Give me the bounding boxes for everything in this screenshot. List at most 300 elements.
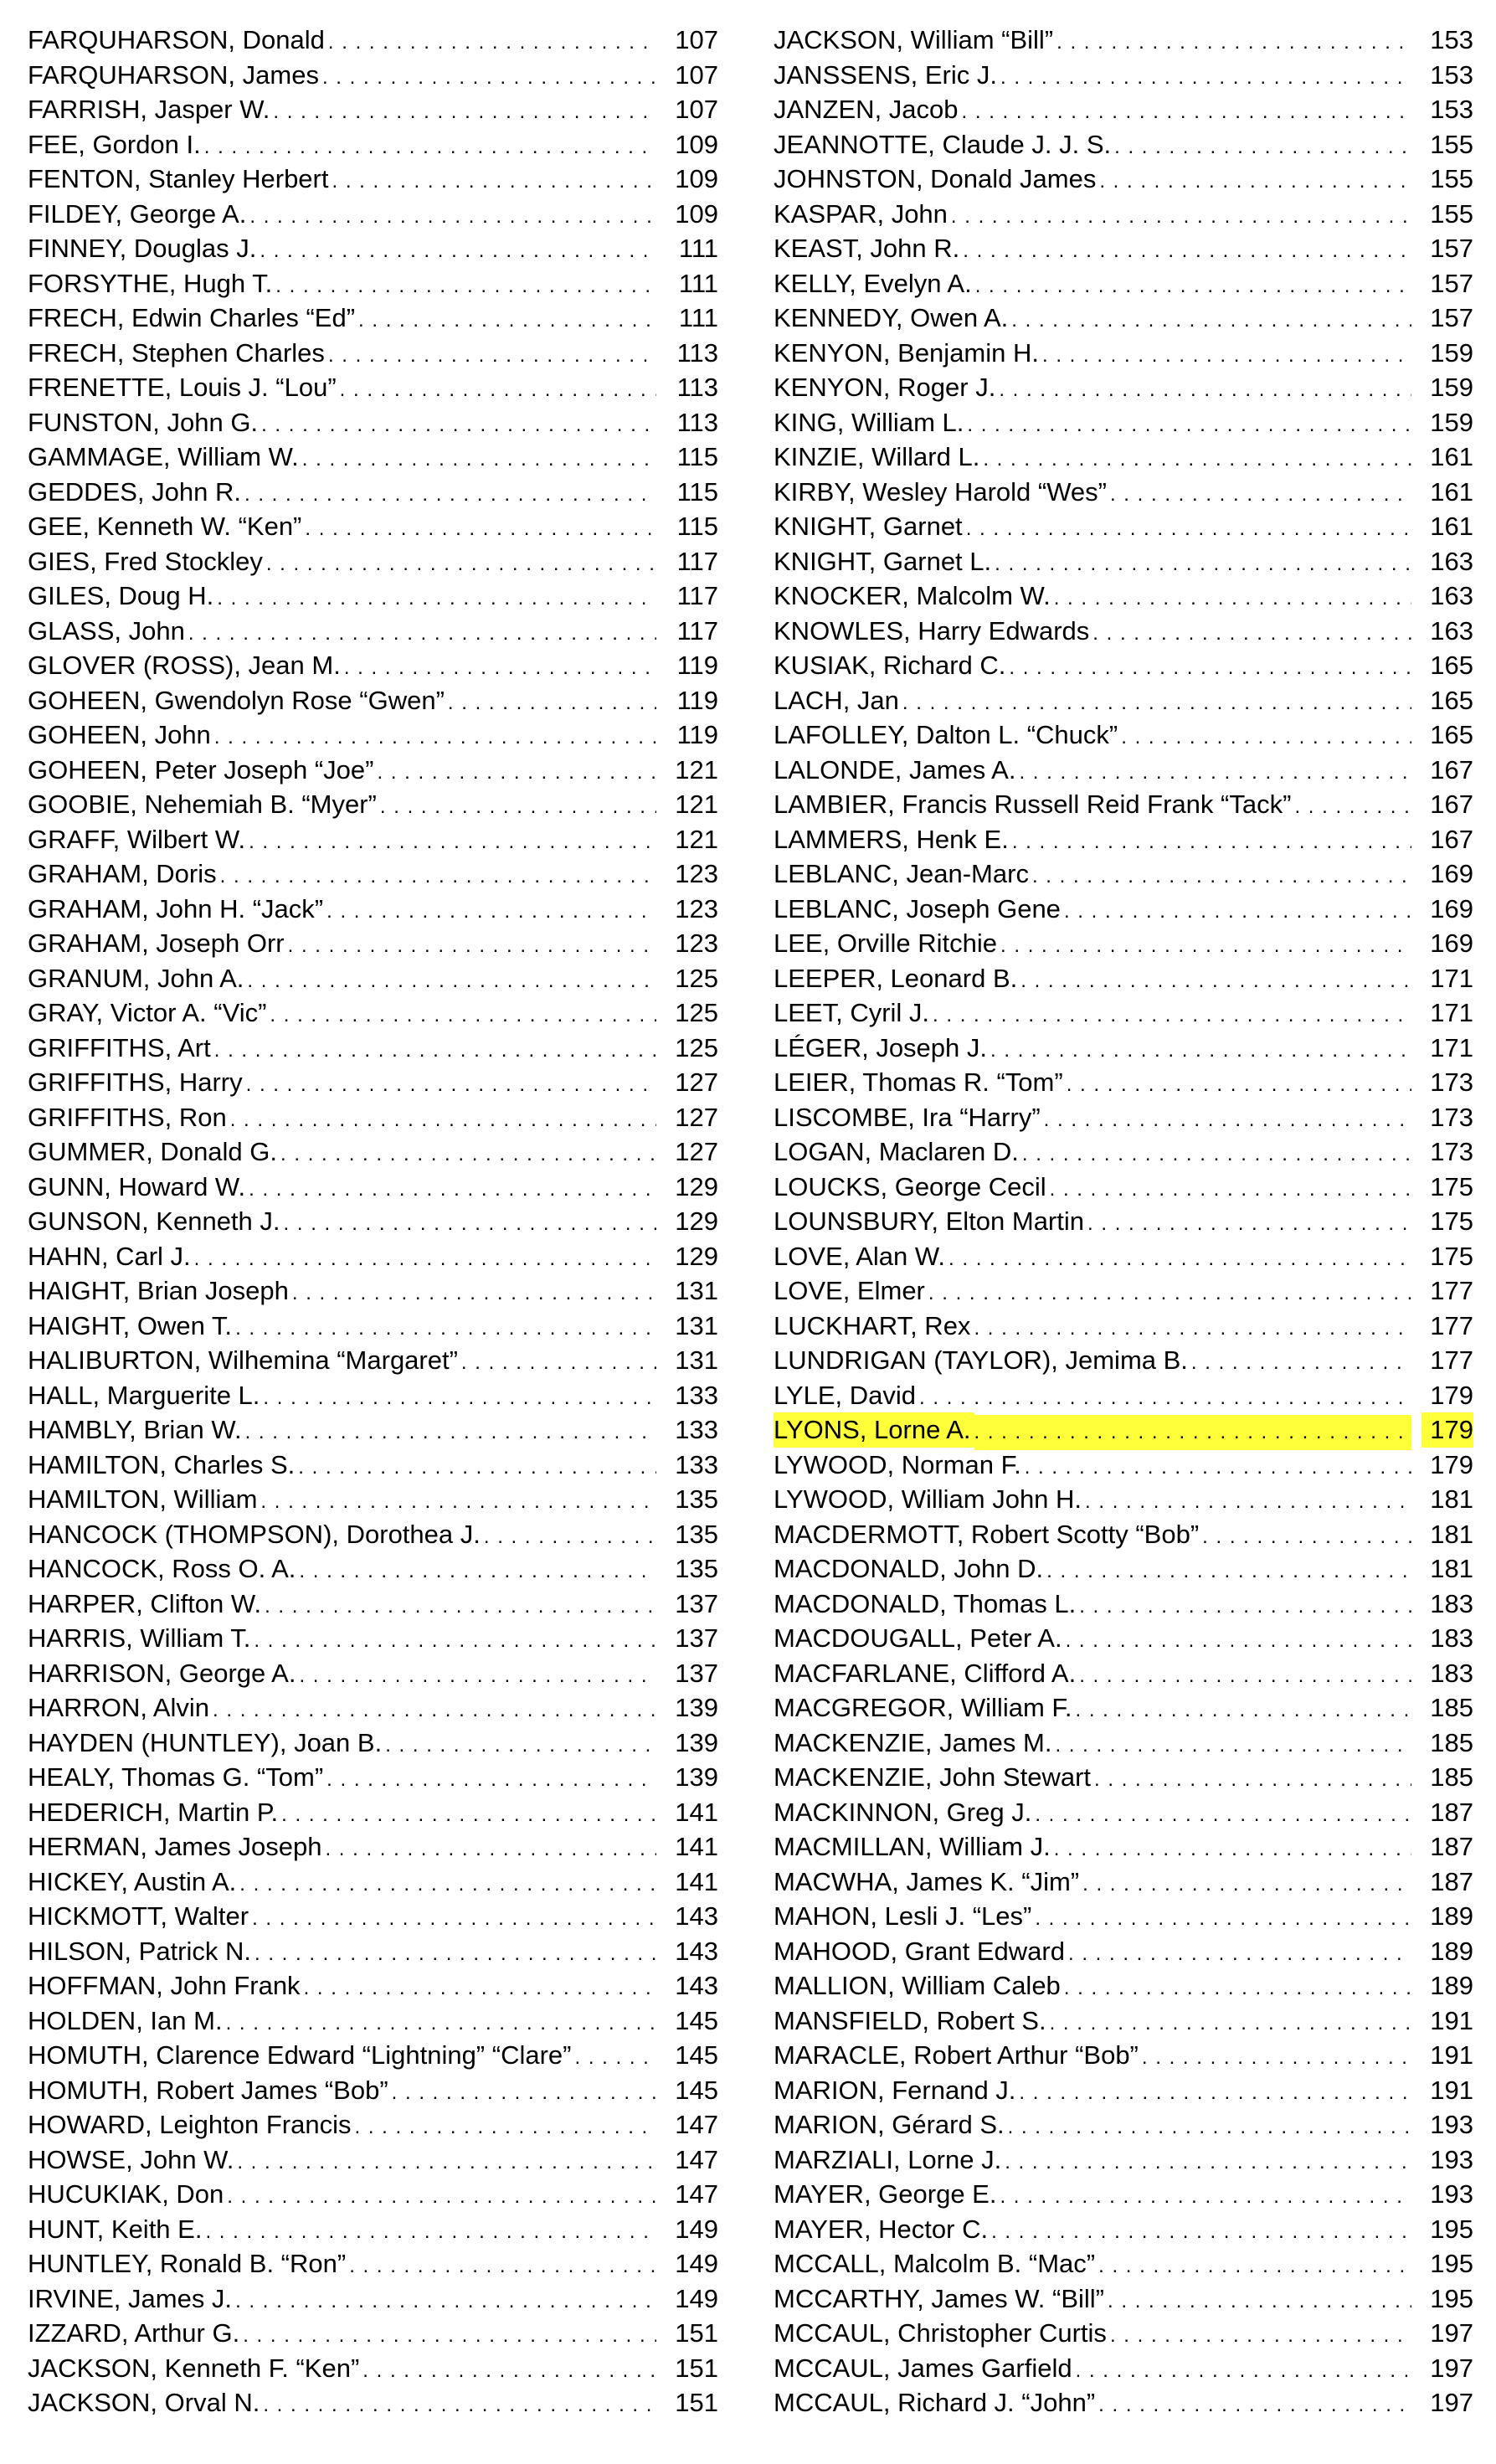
entry-name: GRAHAM, John H. “Jack” — [28, 893, 324, 923]
dot-leader — [1000, 929, 1411, 964]
index-entry — [28, 1412, 718, 1448]
leader-gap — [1411, 1899, 1421, 1934]
leader-gap — [1411, 1309, 1421, 1344]
dot-leader — [1019, 2076, 1411, 2111]
dot-leader — [266, 547, 656, 582]
entry-page-number: 137 — [675, 1588, 718, 1618]
dot-leader — [975, 269, 1411, 304]
index-entry — [28, 440, 718, 475]
index-entry — [774, 2316, 1473, 2351]
index-entry — [28, 1378, 718, 1413]
entry-name: FINNEY, Douglas J. — [28, 234, 257, 263]
leader-gap — [656, 2212, 666, 2247]
entry-name: GUNN, Howard W. — [28, 1171, 246, 1201]
entry-page-number: 165 — [1430, 651, 1473, 680]
dot-leader — [1098, 2388, 1411, 2423]
leader-gap — [656, 2004, 666, 2039]
dot-leader — [1087, 1206, 1411, 1242]
index-entry — [774, 648, 1473, 683]
entry-page-number: 117 — [676, 581, 718, 610]
dot-leader — [484, 1520, 656, 1555]
leader-gap — [656, 2246, 666, 2281]
dot-leader — [951, 199, 1411, 234]
dot-leader — [933, 998, 1411, 1033]
entry-name: KASPAR, John — [774, 198, 948, 229]
dot-leader — [288, 929, 656, 964]
entry-name: MCCAUL, Richard J. “John” — [774, 2388, 1096, 2417]
dot-leader — [448, 686, 656, 721]
leader-gap — [1411, 544, 1421, 579]
index-entry — [774, 2177, 1473, 2212]
entry-name: KIRBY, Wesley Harold “Wes” — [774, 476, 1107, 507]
entry-page-number: 177 — [1430, 1276, 1473, 1305]
dot-leader — [966, 512, 1411, 547]
index-entry — [28, 2177, 718, 2212]
index-entry — [28, 405, 718, 440]
entry-page-number: 157 — [1430, 268, 1473, 298]
entry-page-number: 167 — [1430, 790, 1473, 819]
leader-gap — [656, 336, 666, 371]
leader-gap — [656, 2107, 666, 2142]
index-entry — [774, 926, 1473, 961]
index-entry — [774, 1448, 1473, 1483]
index-entry — [28, 1170, 718, 1205]
entry-page-number: 109 — [675, 198, 718, 229]
dot-leader — [1009, 651, 1411, 686]
entry-name: GRIFFITHS, Art — [28, 1032, 211, 1062]
entry-name: HARRON, Alvin — [28, 1693, 210, 1722]
dot-leader — [1202, 1520, 1411, 1555]
entry-name: LAFOLLEY, Dalton L. “Chuck” — [774, 720, 1118, 749]
entry-page-number: 187 — [1430, 1832, 1473, 1861]
index-entry — [774, 509, 1473, 544]
index-entry — [774, 23, 1473, 58]
index-entry — [28, 753, 718, 788]
leader-gap — [656, 1134, 666, 1170]
leader-gap — [656, 2316, 666, 2351]
leader-gap — [1411, 1829, 1421, 1865]
entry-name: LOVE, Alan W. — [774, 1241, 946, 1271]
entry-page-number: 119 — [676, 720, 718, 749]
entry-name: MACFARLANE, Clifford A. — [774, 1658, 1077, 1688]
dot-leader — [1067, 1067, 1411, 1103]
index-entry — [774, 1621, 1473, 1656]
entry-page-number: 183 — [1430, 1623, 1473, 1653]
dot-leader — [1032, 859, 1411, 894]
dot-leader — [1294, 790, 1411, 825]
entry-page-number: 111 — [678, 234, 718, 263]
index-entry — [28, 1760, 718, 1795]
leader-gap — [1411, 509, 1421, 544]
leader-gap — [1411, 231, 1421, 266]
dot-leader — [1068, 1937, 1411, 1972]
entry-page-number: 177 — [1430, 1310, 1473, 1340]
leader-gap — [1411, 2142, 1421, 2178]
index-entry — [774, 683, 1473, 718]
entry-name: FARRISH, Jasper W. — [28, 95, 270, 124]
entry-name: LYLE, David — [774, 1380, 917, 1410]
leader-gap — [1411, 1412, 1421, 1448]
leader-gap — [1411, 405, 1421, 440]
index-entry — [28, 1065, 718, 1100]
index-entry — [28, 1656, 718, 1691]
index-entry — [774, 1100, 1473, 1135]
leader-gap — [656, 2142, 666, 2178]
index-entry — [28, 92, 718, 127]
dot-leader — [247, 964, 656, 999]
entry-page-number: 169 — [1430, 859, 1473, 888]
index-entry — [774, 1065, 1473, 1100]
entry-page-number: 141 — [675, 1832, 718, 1861]
entry-page-number: 133 — [675, 1415, 718, 1444]
index-entry — [28, 2385, 718, 2420]
entry-page-number: 147 — [675, 2144, 718, 2174]
dot-leader — [1114, 130, 1411, 165]
index-entry — [774, 1031, 1473, 1066]
dot-leader — [226, 2006, 656, 2041]
dot-leader — [461, 1345, 656, 1381]
dot-leader — [220, 859, 656, 894]
dot-leader — [249, 825, 656, 860]
entry-name: MARION, Fernand J. — [774, 2075, 1016, 2105]
leader-gap — [656, 1587, 666, 1622]
entry-page-number: 129 — [675, 1241, 718, 1271]
index-entry — [774, 2073, 1473, 2108]
entry-name: HOMUTH, Robert James “Bob” — [28, 2075, 388, 2105]
index-left-column — [28, 23, 718, 2420]
entry-page-number: 197 — [1430, 2353, 1473, 2383]
entry-page-number: 123 — [675, 929, 718, 958]
entry-page-number: 165 — [1430, 685, 1473, 715]
entry-page-number: 131 — [675, 1345, 718, 1375]
entry-page-number: 111 — [678, 303, 718, 332]
entry-name: FARQUHARSON, Donald — [28, 25, 325, 54]
leader-gap — [1411, 58, 1421, 93]
dot-leader — [948, 1242, 1411, 1277]
dot-leader — [213, 1693, 656, 1728]
leader-gap — [1411, 1273, 1421, 1309]
entry-page-number: 127 — [675, 1137, 718, 1166]
entry-name: LYWOOD, William John H. — [774, 1484, 1082, 1514]
entry-name: HAIGHT, Brian Joseph — [28, 1276, 289, 1305]
index-entry — [28, 1134, 718, 1170]
index-entry — [28, 718, 718, 753]
entry-page-number: 179 — [1430, 1449, 1473, 1479]
entry-name: MACDERMOTT, Robert Scotty “Bob” — [774, 1519, 1200, 1549]
leader-gap — [656, 1273, 666, 1309]
entry-page-number: 131 — [675, 1310, 718, 1340]
leader-gap — [1411, 440, 1421, 475]
entry-page-number: 189 — [1430, 1936, 1473, 1966]
index-entry — [774, 995, 1473, 1031]
leader-gap — [1411, 370, 1421, 405]
entry-page-number: 135 — [675, 1554, 718, 1583]
leader-gap — [1411, 475, 1421, 510]
index-entry — [774, 753, 1473, 788]
entry-name: MARION, Gérard S. — [774, 2110, 1005, 2139]
dot-leader — [298, 1450, 656, 1485]
index-entry — [28, 648, 718, 683]
entry-name: GRAHAM, Doris — [28, 859, 217, 888]
index-entry — [774, 579, 1473, 614]
entry-name: MAYER, George E. — [774, 2179, 997, 2209]
index-entry — [774, 1795, 1473, 1830]
index-entry — [774, 336, 1473, 371]
entry-name: LYONS, Lorne A. — [774, 1412, 974, 1448]
dot-leader — [344, 651, 656, 686]
dot-leader — [1079, 1589, 1411, 1624]
index-entry — [28, 301, 718, 336]
leader-gap — [1411, 753, 1421, 788]
entry-name: MACKENZIE, James M. — [774, 1727, 1052, 1757]
entry-page-number: 157 — [1430, 303, 1473, 332]
entry-page-number: 147 — [675, 2110, 718, 2139]
dot-leader — [1092, 616, 1411, 651]
entry-name: MACDONALD, John D. — [774, 1554, 1044, 1583]
leader-gap — [1411, 2316, 1421, 2351]
entry-page-number: 125 — [675, 998, 718, 1027]
index-entry — [774, 301, 1473, 336]
dot-leader — [349, 2249, 656, 2284]
entry-name: MACDOUGALL, Peter A. — [774, 1623, 1062, 1653]
leader-gap — [656, 2351, 666, 2386]
index-entry — [28, 926, 718, 961]
entry-name: HUCUKIAK, Don — [28, 2179, 224, 2209]
index-entry — [28, 1482, 718, 1517]
entry-name: MAHON, Lesli J. “Les” — [774, 1901, 1032, 1931]
leader-gap — [656, 2177, 666, 2212]
entry-name: MACMILLAN, William J. — [774, 1832, 1051, 1861]
leader-gap — [1411, 1934, 1421, 1969]
index-entry — [28, 58, 718, 93]
index-entry — [774, 2351, 1473, 2386]
entry-name: GLOVER (ROSS), Jean M. — [28, 651, 341, 680]
entry-name: MCCARTHY, James W. “Bill” — [774, 2283, 1105, 2313]
index-entry — [28, 787, 718, 822]
index-entry — [28, 475, 718, 510]
dot-leader — [273, 95, 656, 130]
leader-gap — [656, 718, 666, 753]
entry-page-number: 175 — [1430, 1241, 1473, 1271]
entry-name: HUNTLEY, Ronald B. “Ron” — [28, 2249, 347, 2278]
dot-leader — [263, 2388, 656, 2423]
leader-gap — [1411, 2107, 1421, 2142]
dot-leader — [963, 234, 1411, 269]
entry-name: GOOBIE, Nehemiah B. “Myer” — [28, 790, 377, 819]
dot-leader — [332, 164, 656, 199]
entry-page-number: 155 — [1430, 129, 1473, 159]
entry-name: MCCALL, Malcolm B. “Mac” — [774, 2249, 1096, 2278]
entry-page-number: 163 — [1430, 581, 1473, 610]
index-entry — [774, 231, 1473, 266]
index-entry — [774, 405, 1473, 440]
leader-gap — [1411, 1865, 1421, 1900]
index-entry — [774, 1482, 1473, 1517]
dot-leader — [254, 1623, 656, 1659]
dot-leader — [243, 2318, 656, 2353]
entry-page-number: 151 — [675, 2388, 718, 2417]
dot-leader — [328, 25, 656, 60]
entry-name: JANZEN, Jacob — [774, 95, 959, 124]
index-entry — [774, 2281, 1473, 2317]
dot-leader — [362, 2353, 656, 2389]
index-entry — [774, 266, 1473, 301]
entry-name: HAIGHT, Owen T. — [28, 1310, 233, 1340]
dot-leader — [392, 2076, 656, 2111]
leader-gap — [656, 2385, 666, 2420]
index-entry — [28, 2281, 718, 2317]
entry-page-number: 163 — [1430, 546, 1473, 576]
index-entry — [774, 2107, 1473, 2142]
dot-leader — [235, 2284, 656, 2319]
dot-leader — [1108, 2284, 1411, 2319]
entry-page-number: 149 — [675, 2249, 718, 2278]
index-entry — [28, 579, 718, 614]
entry-name: GIES, Fred Stockley — [28, 546, 263, 576]
entry-name: HOLDEN, Ian M. — [28, 2005, 223, 2035]
dot-leader — [322, 60, 656, 95]
leader-gap — [1411, 683, 1421, 718]
entry-page-number: 151 — [675, 2318, 718, 2348]
entry-page-number: 185 — [1430, 1762, 1473, 1792]
dot-leader — [1064, 894, 1411, 929]
leader-gap — [656, 1482, 666, 1517]
leader-gap — [656, 301, 666, 336]
entry-name: KNIGHT, Garnet — [774, 512, 963, 541]
entry-name: MACKINNON, Greg J. — [774, 1797, 1032, 1827]
dot-leader — [967, 408, 1411, 443]
entry-name: LISCOMBE, Ira “Harry” — [774, 1102, 1041, 1132]
leader-gap — [656, 1726, 666, 1761]
entry-page-number: 173 — [1430, 1067, 1473, 1097]
dot-leader — [1082, 1867, 1411, 1902]
entry-page-number: 129 — [675, 1206, 718, 1236]
leader-gap — [656, 370, 666, 405]
entry-name: HALIBURTON, Wilhemina “Margaret” — [28, 1345, 458, 1375]
dot-leader — [244, 477, 656, 512]
index-entry — [774, 2385, 1473, 2420]
index-entry — [28, 336, 718, 371]
entry-page-number: 115 — [676, 512, 718, 541]
dot-leader — [260, 234, 656, 269]
index-entry — [28, 1309, 718, 1344]
dot-leader — [1121, 720, 1411, 755]
entry-name: KENYON, Benjamin H. — [774, 337, 1039, 368]
entry-name: MCCAUL, Christopher Curtis — [774, 2318, 1107, 2348]
leader-gap — [1411, 1621, 1421, 1656]
index-entry — [774, 1551, 1473, 1587]
entry-page-number: 137 — [675, 1658, 718, 1688]
entry-name: FRENETTE, Louis J. “Lou” — [28, 373, 337, 402]
entry-name: GAMMAGE, William W. — [28, 442, 299, 471]
index-entry — [774, 1134, 1473, 1170]
entry-name: GOHEEN, Gwendolyn Rose “Gwen” — [28, 685, 445, 715]
leader-gap — [1411, 2073, 1421, 2108]
dot-leader — [1064, 1971, 1411, 2006]
entry-name: LUCKHART, Rex — [774, 1310, 971, 1340]
entry-name: FUNSTON, John G. — [28, 407, 259, 437]
leader-gap — [1411, 961, 1421, 996]
dot-leader — [239, 1867, 656, 1902]
dot-leader — [1020, 964, 1411, 999]
leader-gap — [656, 1690, 666, 1726]
dot-leader — [299, 1554, 656, 1589]
leader-gap — [1411, 301, 1421, 336]
entry-page-number: 185 — [1430, 1727, 1473, 1757]
dot-leader — [1000, 2179, 1411, 2215]
entry-name: LEIER, Thomas R. “Tom” — [774, 1067, 1063, 1097]
entry-name: LYWOOD, Norman F. — [774, 1449, 1021, 1479]
index-entry — [28, 1204, 718, 1239]
entry-name: FORSYTHE, Hugh T. — [28, 268, 273, 298]
entry-page-number: 117 — [676, 615, 718, 646]
index-entry — [28, 1865, 718, 1900]
entry-page-number: 125 — [675, 963, 718, 993]
dot-leader — [1076, 2353, 1411, 2389]
leader-gap — [656, 2073, 666, 2108]
entry-name: LAMMERS, Henk E. — [774, 824, 1009, 854]
index-entry — [28, 683, 718, 718]
dot-leader — [204, 130, 656, 165]
entry-name: MARACLE, Robert Arthur “Bob” — [774, 2040, 1139, 2070]
dot-leader — [235, 1311, 656, 1346]
index-entry — [28, 1968, 718, 2004]
leader-gap — [1411, 336, 1421, 371]
dot-leader — [1044, 1103, 1411, 1138]
leader-gap — [1411, 127, 1421, 162]
index-entry — [774, 1760, 1473, 1795]
entry-name: HAYDEN (HUNTLEY), Joan B. — [28, 1727, 383, 1757]
index-entry — [28, 162, 718, 197]
entry-page-number: 187 — [1430, 1866, 1473, 1896]
entry-page-number: 111 — [678, 268, 718, 298]
leader-gap — [1411, 1968, 1421, 2004]
leader-gap — [656, 1170, 666, 1205]
dot-leader — [574, 2040, 656, 2076]
entry-page-number: 151 — [675, 2353, 718, 2383]
index-entry — [774, 370, 1473, 405]
entry-page-number: 197 — [1430, 2318, 1473, 2348]
leader-gap — [656, 926, 666, 961]
entry-name: JACKSON, Kenneth F. “Ken” — [28, 2353, 360, 2383]
index-entry — [774, 1309, 1473, 1344]
dot-leader — [1025, 1450, 1411, 1485]
entry-page-number: 159 — [1430, 407, 1473, 437]
dot-leader — [902, 686, 1411, 721]
index-entry — [28, 1934, 718, 1969]
entry-name: LOGAN, Maclaren D. — [774, 1137, 1019, 1166]
entry-page-number: 117 — [676, 546, 718, 576]
leader-gap — [1411, 2177, 1421, 2212]
index-entry — [28, 1621, 718, 1656]
entry-name: KELLY, Evelyn A. — [774, 268, 972, 298]
entry-name: HANCOCK, Ross O. A. — [28, 1554, 296, 1583]
index-entry — [28, 1239, 718, 1274]
dot-leader — [246, 1067, 656, 1103]
leader-gap — [1411, 1551, 1421, 1587]
entry-page-number: 171 — [1430, 963, 1473, 993]
entry-name: GEDDES, John R. — [28, 476, 241, 507]
entry-page-number: 193 — [1430, 2110, 1473, 2139]
entry-name: MACWHA, James K. “Jim” — [774, 1866, 1080, 1896]
entry-name: JACKSON, Orval N. — [28, 2388, 260, 2417]
index-entry — [774, 92, 1473, 127]
entry-page-number: 163 — [1430, 615, 1473, 646]
entry-page-number: 113 — [676, 337, 718, 368]
entry-name: LÉGER, Joseph J. — [774, 1032, 988, 1062]
index-entry — [28, 856, 718, 892]
dot-leader — [230, 1103, 656, 1138]
